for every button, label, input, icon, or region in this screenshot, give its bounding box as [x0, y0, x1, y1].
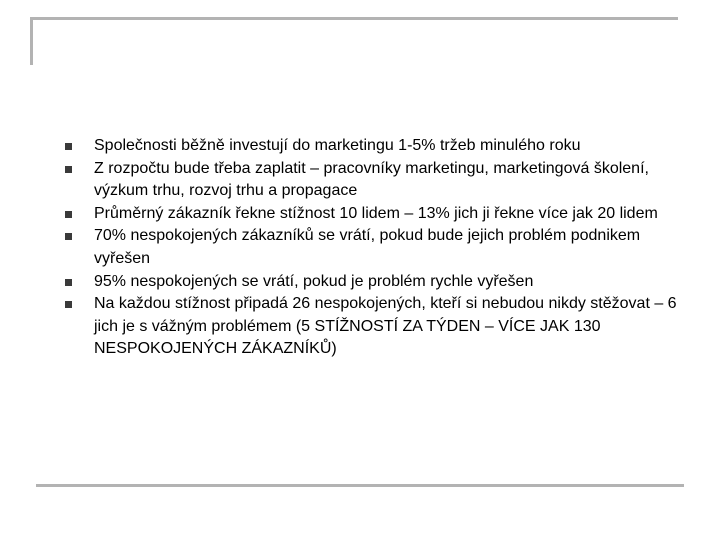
bullet-item: [64, 135, 694, 158]
bullet-text: Společnosti běžně investují do marketingu 1-5% tržeb minulého roku: [94, 137, 581, 154]
bullet-item: [64, 158, 694, 203]
bullet-text: Na každou stížnost připadá 26 nespokojených, kteří si nebudou nikdy stěžovat – 6 jich je s vážným problémem (5 STÍŽNOSTÍ ZA TÝDEN – VÍCE JAK 130 NESPOKOJENÝCH ZÁKAZNÍKŮ): [94, 295, 677, 358]
square-bullet-icon: [65, 143, 72, 150]
bullet-text: Průměrný zákazník řekne stížnost 10 lidem – 13% jich ji řekne více jak 20 lidem: [94, 204, 658, 222]
bullet-item: [64, 225, 694, 270]
frame-bottom-line: [36, 484, 684, 487]
frame-left-line: [30, 17, 33, 65]
square-bullet-icon: [65, 233, 72, 240]
square-bullet-icon: [65, 301, 72, 308]
frame-top-line: [30, 17, 678, 20]
bullet-item: [64, 271, 694, 294]
bullet-text: 70% nespokojených zákazníků se vrátí, pokud bude jejich problém podnikem vyřešen: [94, 227, 641, 267]
bullet-item: [64, 203, 694, 226]
bullet-item: [64, 293, 694, 361]
bullet-list: [64, 135, 694, 361]
square-bullet-icon: [65, 279, 72, 286]
bullet-text: 95% nespokojených se vrátí, pokud je problém rychle vyřešen: [94, 272, 534, 290]
square-bullet-icon: [65, 166, 72, 173]
square-bullet-icon: [65, 211, 72, 218]
bullet-text: Z rozpočtu bude třeba zaplatit – pracovníky marketingu, marketingová školení, výzkum trhu, rozvoj trhu a propagace: [94, 159, 649, 200]
